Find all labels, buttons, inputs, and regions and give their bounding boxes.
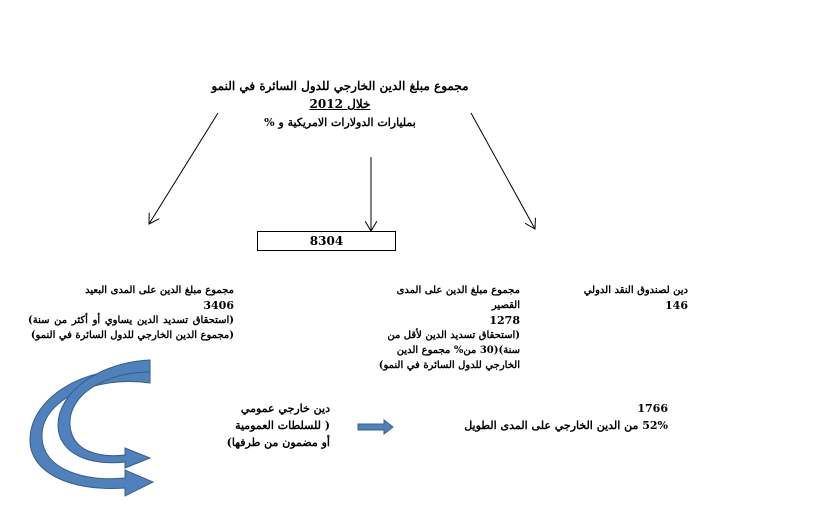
imf-value: 146 xyxy=(665,299,688,312)
public-debt-line1: دين خارجي عمومي xyxy=(240,402,330,415)
imf-label: دين لصندوق النقد الدولي xyxy=(583,285,688,296)
short-term-note: (استحقاق تسديد الدين لأقل من سنة)(30 من% مجموع الدين الخارجي للدول السائرة في النمو) xyxy=(378,330,520,371)
diagram-title-line3: بمليارات الدولارات الامريكية و % xyxy=(264,116,416,129)
long-term-share-text xyxy=(440,400,668,434)
short-term-value: 1278 xyxy=(489,314,520,327)
long-term-label: مجموع مبلغ الدين على المدى البعيد xyxy=(85,285,234,296)
public-debt-line3: أو مضمون من طرفها) xyxy=(226,436,330,449)
arrow-to-long-term xyxy=(149,113,218,224)
diagram-title-line1: مجموع مبلغ الدين الخارجي للدول السائرة في النمو xyxy=(211,79,469,93)
column-short-term xyxy=(370,283,520,373)
arrow-to-imf xyxy=(471,113,535,229)
curved-arrow xyxy=(30,370,153,496)
long-term-share-value: 1766 xyxy=(637,402,668,415)
total-box: 8304 xyxy=(257,231,396,251)
long-term-share-caption: 52% من الدين الخارجي على المدى الطويل xyxy=(464,419,668,432)
long-term-note: (استحقاق تسديد الدين يساوي أو أكثر من سنة) (مجموع الدين الخارجي للدول السائرة في النمو) xyxy=(28,315,234,341)
public-debt-text xyxy=(210,400,330,451)
short-term-label: مجموع مبلغ الدين على المدى القصير xyxy=(396,285,520,311)
column-imf xyxy=(560,283,688,313)
public-debt-line2: ( للسلطات العمومية xyxy=(235,419,330,432)
diagram-title-line2: خلال 2012 xyxy=(309,97,371,111)
column-long-term xyxy=(28,283,234,343)
block-arrow-right xyxy=(358,420,393,434)
long-term-value: 3406 xyxy=(203,299,234,312)
